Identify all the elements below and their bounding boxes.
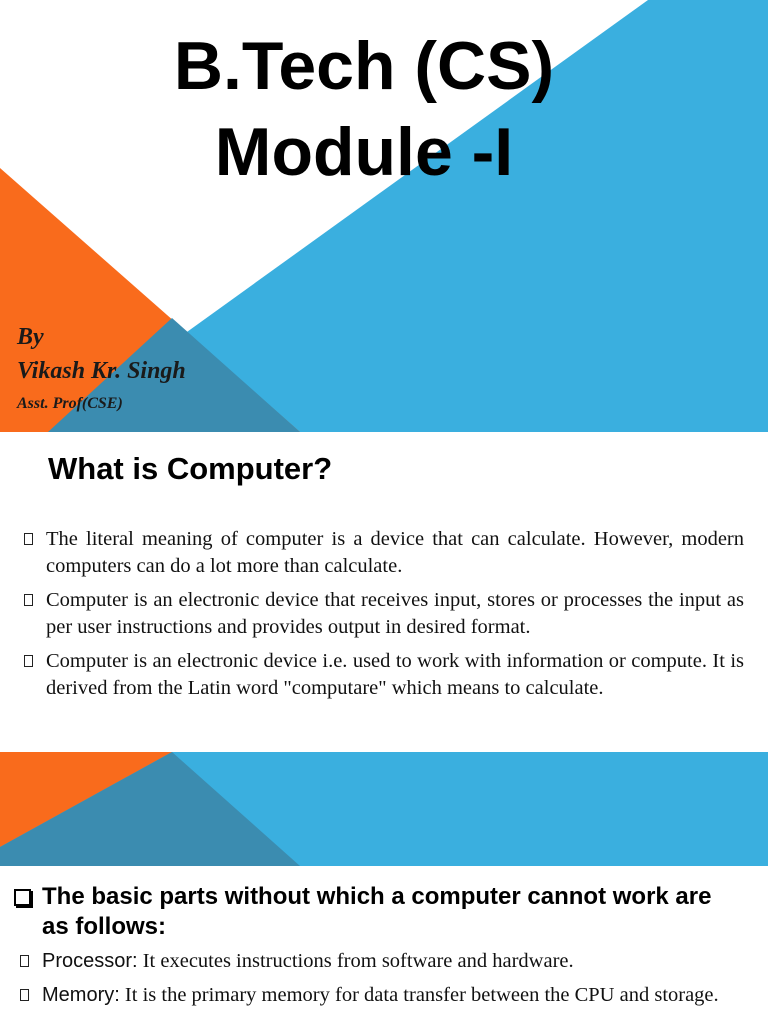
- checkbox-bullet-icon: [14, 889, 31, 906]
- bullet-text: Computer is an electronic device i.e. used to work with information or compute. It is derived from the Latin word "computare" which means to calculate.: [46, 650, 744, 699]
- list-item: [20, 948, 750, 975]
- author-name: Vikash Kr. Singh: [17, 358, 186, 384]
- part-term: Memory:: [42, 984, 120, 1006]
- list-item: [24, 587, 744, 641]
- bullet-icon: [24, 533, 33, 545]
- bullet-icon: [20, 955, 29, 967]
- slide-heading: [14, 882, 738, 942]
- title-line-2: Module -I: [214, 114, 514, 190]
- author-by: By: [17, 324, 44, 350]
- definition-slide: [0, 432, 768, 752]
- list-item: [24, 648, 744, 702]
- part-term: Processor:: [42, 950, 138, 972]
- slide-heading-text: The basic parts without which a computer cannot work are as follows:: [42, 883, 712, 940]
- list-item: [24, 526, 744, 580]
- author-role: Asst. Prof(CSE): [17, 395, 123, 412]
- part-desc: It is the primary memory for data transfer between the CPU and storage.: [124, 984, 719, 1006]
- title-line-1: B.Tech (CS): [173, 28, 555, 104]
- bullet-icon: [20, 989, 29, 1001]
- list-item: [20, 982, 750, 1009]
- bullet-text: The literal meaning of computer is a device that can calculate. However, modern computers can do a lot more than calculate.: [46, 528, 744, 577]
- part-desc: It executes instructions from software and hardware.: [142, 950, 574, 972]
- bullet-icon: [24, 594, 33, 606]
- title-slide: [0, 0, 768, 432]
- bullet-icon: [24, 655, 33, 667]
- bullet-text: Computer is an electronic device that receives input, stores or processes the input as per user instructions and provides output in desired format.: [46, 589, 744, 638]
- slide-heading: What is Computer?: [48, 451, 333, 486]
- basic-parts-slide: [0, 752, 768, 1024]
- parts-list: [20, 948, 750, 1016]
- bullet-list: [24, 526, 744, 709]
